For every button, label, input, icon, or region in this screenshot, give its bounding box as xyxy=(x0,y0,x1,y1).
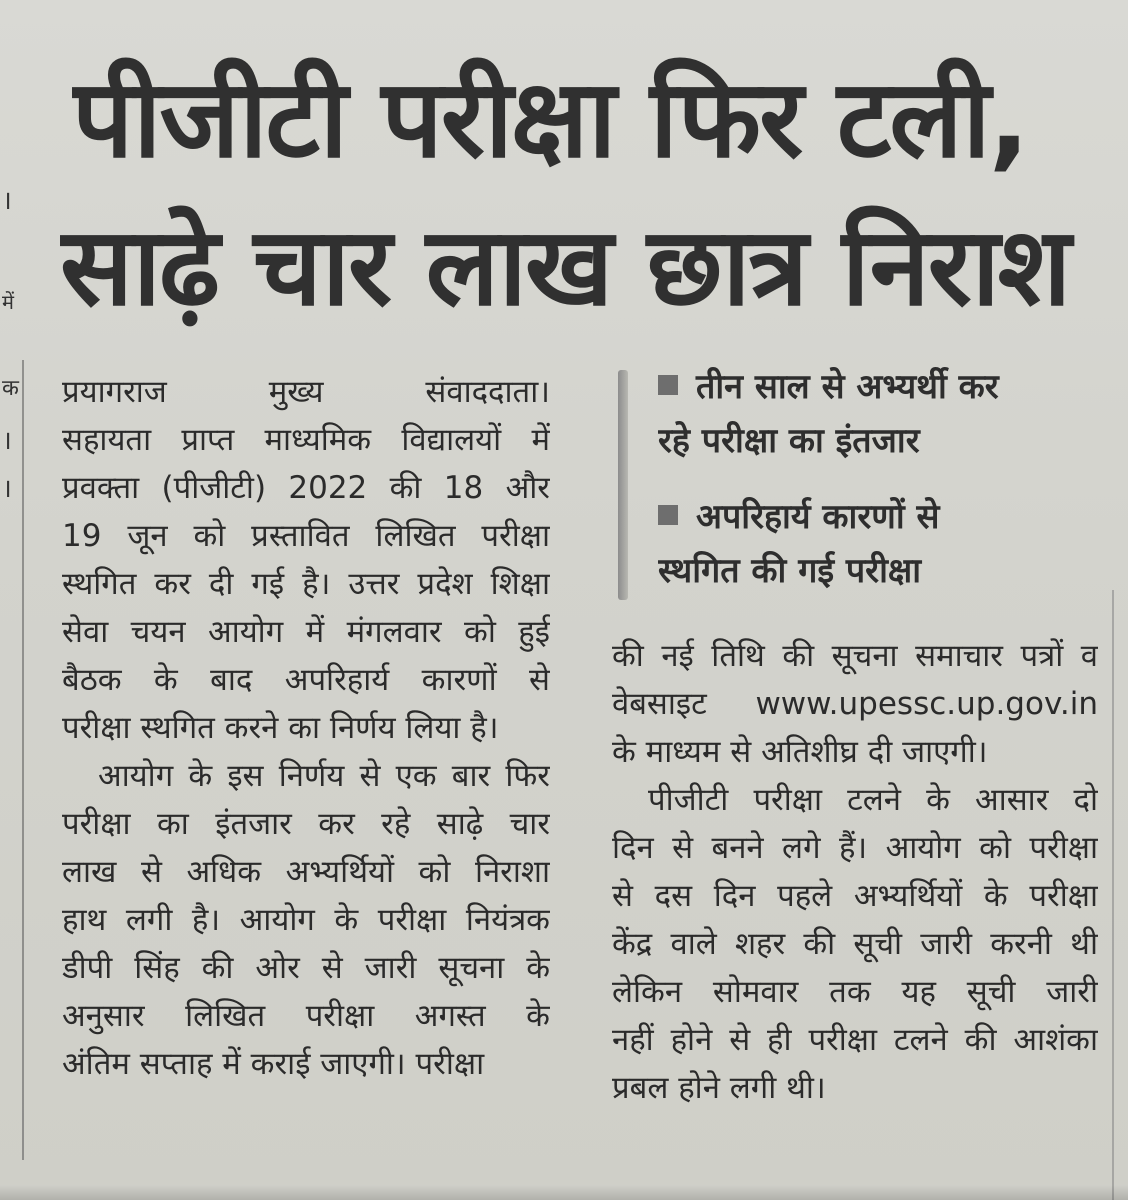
highlights-box xyxy=(618,360,1098,610)
column-divider xyxy=(1112,590,1114,1200)
body-line: से दस दिन पहले अभ्यर्थियों के परीक्षा xyxy=(612,878,1098,914)
edge-fragment: में xyxy=(2,290,14,314)
highlight-item-1 xyxy=(658,360,1098,468)
headline-line-1: पीजीटी परीक्षा फिर टली, xyxy=(72,57,1028,182)
body-line: लेकिन सोमवार तक यह सूची जारी xyxy=(612,974,1098,1010)
edge-fragment: । xyxy=(2,426,12,456)
body-line: प्रवक्ता (पीजीटी) 2022 की 18 और xyxy=(62,470,550,506)
body-line: की नई तिथि की सूचना समाचार पत्रों व xyxy=(612,638,1098,674)
body-line: परीक्षा स्थगित करने का निर्णय लिया है। xyxy=(62,710,499,746)
article-body-left-column xyxy=(62,368,550,1183)
body-line: प्रयागराज मुख्य संवाददाता। xyxy=(62,374,550,410)
body-line: अनुसार लिखित परीक्षा अगस्त के xyxy=(62,998,550,1034)
body-line: पीजीटी परीक्षा टलने के आसार दो xyxy=(648,782,1098,818)
body-line: हाथ लगी है। आयोग के परीक्षा नियंत्रक xyxy=(62,902,550,938)
body-line: 19 जून को प्रस्तावित लिखित परीक्षा xyxy=(62,518,550,554)
square-bullet-icon xyxy=(658,375,678,395)
edge-fragment: । xyxy=(2,186,12,216)
page-shadow xyxy=(0,1185,1128,1200)
edge-fragment: क xyxy=(2,376,19,401)
highlight-text: तीन साल से अभ्यर्थी कर xyxy=(696,367,999,407)
body-line: बैठक के बाद अपरिहार्य कारणों से xyxy=(62,662,550,698)
body-line: नहीं होने से ही परीक्षा टलने की आशंका xyxy=(612,1022,1098,1058)
square-bullet-icon xyxy=(658,505,678,525)
article-body-right-column xyxy=(612,632,1098,1182)
body-line: सहायता प्राप्त माध्यमिक विद्यालयों में xyxy=(62,422,550,458)
body-line: परीक्षा का इंतजार कर रहे साढ़े चार xyxy=(62,806,550,842)
body-line: आयोग के इस निर्णय से एक बार फिर xyxy=(98,758,550,794)
edge-fragment: । xyxy=(2,474,12,504)
body-line: वेबसाइट www.upessc.up.gov.in xyxy=(612,686,1098,722)
highlight-text: अपरिहार्य कारणों से xyxy=(696,497,940,537)
column-divider xyxy=(22,360,24,1160)
body-line: के माध्यम से अतिशीघ्र दी जाएगी। xyxy=(612,734,988,770)
body-line: स्थगित कर दी गई है। उत्तर प्रदेश शिक्षा xyxy=(62,566,550,602)
body-line: दिन से बनने लगे हैं। आयोग को परीक्षा xyxy=(612,830,1098,866)
highlight-bar xyxy=(618,370,628,600)
body-line: डीपी सिंह की ओर से जारी सूचना के xyxy=(62,950,550,986)
headline-line-2: साढ़े चार लाख छात्र निराश xyxy=(60,205,1070,330)
body-line: केंद्र वाले शहर की सूची जारी करनी थी xyxy=(612,926,1098,962)
highlight-text: स्थगित की गई परीक्षा xyxy=(658,551,922,591)
body-line: लाख से अधिक अभ्यर्थियों को निराशा xyxy=(62,854,550,890)
body-line: सेवा चयन आयोग में मंगलवार को हुई xyxy=(62,614,550,650)
body-line: प्रबल होने लगी थी। xyxy=(612,1070,826,1106)
body-line: अंतिम सप्ताह में कराई जाएगी। परीक्षा xyxy=(62,1046,485,1082)
highlight-item-2 xyxy=(658,490,1098,598)
highlight-text: रहे परीक्षा का इंतजार xyxy=(658,421,920,461)
adjacent-column-edge xyxy=(0,0,36,1200)
